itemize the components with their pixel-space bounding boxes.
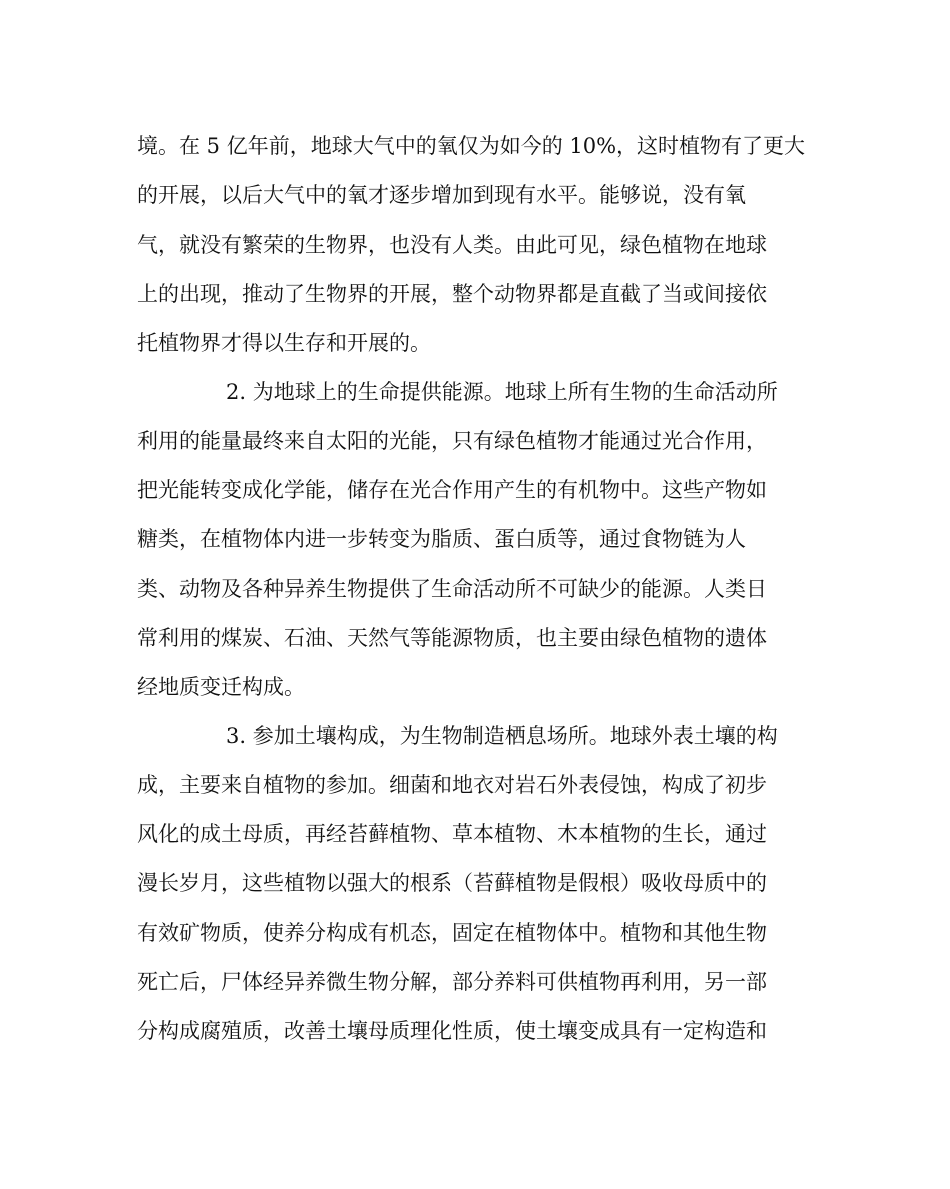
text-line: 把光能转变成化学能，储存在光合作用产生的有机物中。这些产物如 — [137, 478, 767, 502]
text-line: 气，就没有繁荣的生物界，也没有人类。由此可见，绿色植物在地球 — [137, 233, 767, 257]
text-line: 分构成腐殖质，改善土壤母质理化性质，使土壤变成具有一定构造和 — [137, 1019, 767, 1043]
text-line: 类、动物及各种异养生物提供了生命活动所不可缺少的能源。人类日 — [137, 577, 767, 601]
paragraph-3-first-line: 3. 参加土壤构成，为生物制造栖息场所。地球外表土壤的构 — [226, 724, 778, 748]
text-line: 上的出现，推动了生物界的开展，整个动物界都是直截了当或间接依 — [137, 282, 767, 306]
text-line: 死亡后，尸体经异养微生物分解，部分养料可供植物再利用，另一部 — [137, 970, 767, 994]
paragraph-2-first-line: 2. 为地球上的生命提供能源。地球上所有生物的生命活动所 — [226, 380, 778, 404]
text-line: 的开展，以后大气中的氧才逐步增加到现有水平。能够说，没有氧 — [137, 183, 746, 207]
text-line: 经地质变迁构成。 — [137, 675, 305, 699]
text-line: 利用的能量最终来自太阳的光能，只有绿色植物才能通过光合作用， — [137, 429, 767, 453]
text-line: 成，主要来自植物的参加。细菌和地衣对岩石外表侵蚀，构成了初步 — [137, 773, 767, 797]
text-line: 境。在 5 亿年前，地球大气中的氧仅为如今的 10%，这时植物有了更大 — [137, 134, 806, 158]
text-line: 托植物界才得以生存和开展的。 — [137, 331, 431, 355]
text-line: 漫长岁月，这些植物以强大的根系（苔藓植物是假根）吸收母质中的 — [137, 871, 767, 895]
text-line: 有效矿物质，使养分构成有机态，固定在植物体中。植物和其他生物 — [137, 921, 767, 945]
text-line: 常利用的煤炭、石油、天然气等能源物质，也主要由绿色植物的遗体 — [137, 626, 767, 650]
text-line: 糖类，在植物体内进一步转变为脂质、蛋白质等，通过食物链为人 — [137, 527, 746, 551]
text-line: 风化的成土母质，再经苔藓植物、草本植物、木本植物的生长，通过 — [137, 822, 767, 846]
